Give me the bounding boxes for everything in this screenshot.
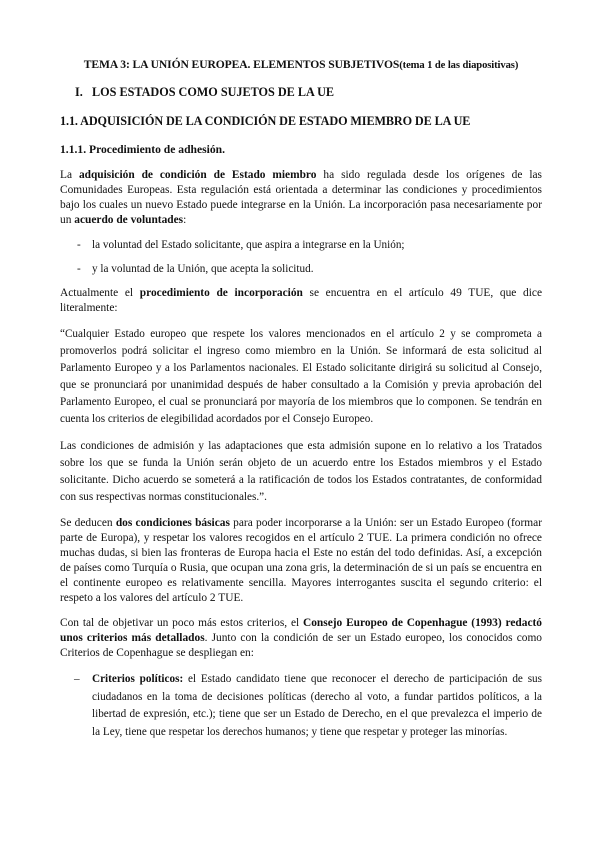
paragraph-adquisicion: La adquisición de condición de Estado miembro ha sido regulada desde los orígenes de las Comunidades Europeas. Esta regulación está orientada a determinar las condiciones y procedimientos bajo los cuales un nuevo Estado puede integrarse en la Unión. La incorporación pasa necesariamente por un acuerdo de voluntades: bbox=[60, 169, 542, 226]
bold-term: Consejo Europeo de Copenhague (1993) redactó unos criterios más detallados bbox=[60, 617, 542, 644]
criteria-list bbox=[60, 671, 542, 741]
section-heading-1 bbox=[60, 85, 542, 100]
section-heading-1-1-1: 1.1.1. Procedimiento de adhesión. bbox=[60, 143, 225, 156]
dash-bullet: - bbox=[77, 239, 81, 251]
dash-bullet: - bbox=[77, 263, 81, 275]
paragraph-condiciones: Se deducen dos condiciones básicas para poder incorporarse a la Unión: ser un Estado Europeo (formar parte de Europa), y respetar los valores recogidos en el artículo 2 TUE. La primera condición no ofrece muchas dudas, si bien las fronteras de Europa hacia el Este no están del todo definidas. Así, a excepción de países como Turquía o Rusia, que ocupan una zona gris, la determinación de si un país se encuentra en el continente europeo es relativamente sencilla. Mayores interrogantes suscita el segundo criterio: el respeto a los valores del artículo 2 TUE. bbox=[60, 517, 543, 604]
voluntades-list bbox=[60, 238, 542, 277]
bold-term: acuerdo de voluntades bbox=[74, 214, 184, 226]
quote-article-49-part2: Las condiciones de admisión y las adaptaciones que esta admisión supone en lo relativo a los Tratados sobre los que se funda la Unión serán objeto de un acuerdo entre los Estados miembros y el Estado solicitante. Dicho acuerdo se someterá a la ratificación de todos los Estados contratantes, de conformidad con sus respectivas normas constitucionales.”. bbox=[60, 440, 542, 503]
paragraph-procedimiento: Actualmente el procedimiento de incorporación se encuentra en el artículo 49 TUE, que dice literalmente: bbox=[60, 287, 542, 314]
bold-term: procedimiento de incorporación bbox=[139, 287, 303, 299]
bold-term: Criterios políticos: bbox=[92, 673, 184, 685]
section-number: I. bbox=[75, 85, 83, 99]
bold-term: dos condiciones básicas bbox=[115, 517, 230, 529]
title-main: TEMA 3: LA UNIÓN EUROPEA. ELEMENTOS SUBJETIVOS bbox=[83, 58, 400, 71]
list-item: - la voluntad del Estado solicitante, que aspira a integrarse en la Unión; bbox=[77, 239, 405, 251]
dash-bullet: – bbox=[74, 673, 80, 685]
list-item: – Criterios políticos: el Estado candidato tiene que reconocer el derecho de participación de sus ciudadanos en la toma de decisiones políticas (derecho al voto, a fundar partidos políticos, a la libertad de expresión, etc.); tiene que ser un Estado de Derecho, en el que prevalezca el imperio de la Ley, tiene que respetar los derechos humanos; y tiene que respetar y proteger las minorías. bbox=[74, 673, 542, 738]
document-title bbox=[60, 58, 542, 71]
section-label: LOS ESTADOS COMO SUJETOS DE LA UE bbox=[92, 85, 335, 99]
bold-term: adquisición de condición de Estado miembro bbox=[78, 169, 317, 181]
paragraph-copenhague: Con tal de objetivar un poco más estos criterios, el Consejo Europeo de Copenhague (1993) redactó unos criterios más detallados. Junto con la condición de ser un Estado europeo, los conocidos como Criterios de Copenhague se despliegan en: bbox=[60, 617, 542, 659]
document-page bbox=[60, 58, 542, 741]
quote-article-49-part1: “Cualquier Estado europeo que respete los valores mencionados en el artículo 2 y se comprometa a promoverlos podrá solicitar el ingreso como miembro en la Unión. Se informará de esta solicitud al Parlamento Europeo y a los Parlamentos nacionales. El Estado solicitante dirigirá su solicitud al Consejo, que se pronunciará por unanimidad después de haber consultado a la Comisión y previa aprobación del Parlamento Europeo, el cual se pronunciará por mayoría de los miembros que lo componen. Se tendrán en cuenta los criterios de elegibilidad acordados por el Consejo Europeo. bbox=[60, 328, 542, 425]
section-heading-1-1: 1.1. ADQUISICIÓN DE LA CONDICIÓN DE ESTADO MIEMBRO DE LA UE bbox=[60, 114, 471, 128]
title-sub: (tema 1 de las diapositivas) bbox=[399, 60, 519, 71]
list-item: - y la voluntad de la Unión, que acepta la solicitud. bbox=[77, 263, 314, 275]
